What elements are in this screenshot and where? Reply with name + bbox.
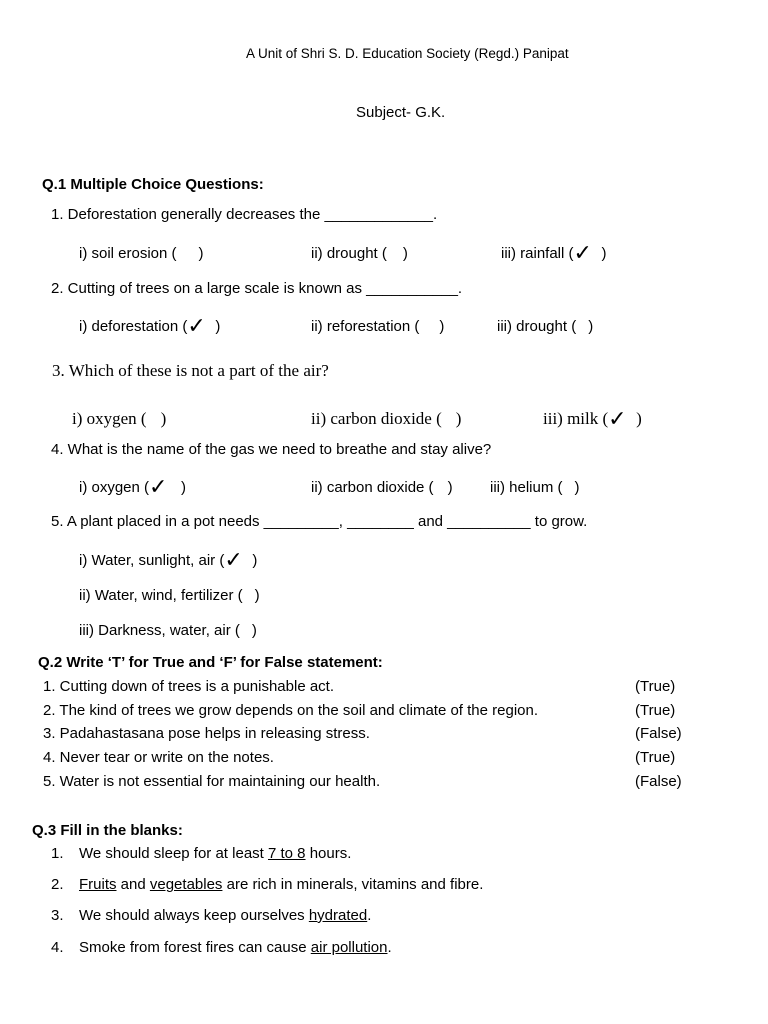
q1-item-2-question: 2. Cutting of trees on a large scale is known as ___________. <box>51 280 463 297</box>
q3-item-2-text: Fruits and vegetables are rich in minerals, vitamins and fibre. <box>79 876 484 893</box>
society-header: A Unit of Shri S. D. Education Society (Regd.) Panipat <box>246 46 569 61</box>
q2-item-4-answer: (True) <box>635 749 676 766</box>
q2-item-2-text: 2. The kind of trees we grow depends on the soil and climate of the region. <box>43 702 539 719</box>
answer-blank: 7 to 8 <box>268 845 306 862</box>
q1-item-5-option-3: iii) Darkness, water, air ( ) <box>79 622 257 639</box>
q1-item-5-question: 5. A plant placed in a pot needs _________, ________ and __________ to grow. <box>51 513 588 530</box>
q2-item-3-answer: (False) <box>635 725 682 742</box>
q1-item-2-option-2: ii) reforestation ( ) <box>311 318 445 335</box>
q3-item-2-number: 2. <box>51 876 64 893</box>
checkmark-icon: ✓ <box>149 475 168 500</box>
q2-item-5-answer: (False) <box>635 773 682 790</box>
q2-title: Q.2 Write ‘T’ for True and ‘F’ for False statement: <box>38 654 383 671</box>
q3-item-3-text: We should always keep ourselves hydrated. <box>79 907 372 924</box>
q2-item-5-text: 5. Water is not essential for maintaining our health. <box>43 773 381 790</box>
q1-item-3-question: 3. Which of these is not a part of the air? <box>52 361 329 380</box>
q2-item-4-text: 4. Never tear or write on the notes. <box>43 749 274 766</box>
q1-item-3-option-1: i) oxygen ( ) <box>72 409 167 428</box>
q2-item-3-text: 3. Padahastasana pose helps in releasing stress. <box>43 725 370 742</box>
answer-blank: hydrated <box>308 907 368 924</box>
checkmark-icon: ✓ <box>187 314 206 339</box>
q3-item-1-number: 1. <box>51 845 64 862</box>
q3-item-1-text: We should sleep for at least 7 to 8 hours. <box>79 845 352 862</box>
q1-item-4-question: 4. What is the name of the gas we need to breathe and stay alive? <box>51 441 492 458</box>
q1-item-5-option-2: ii) Water, wind, fertilizer ( ) <box>79 587 260 604</box>
answer-blank: air pollution <box>310 939 388 956</box>
q1-item-2-option-3: iii) drought ( ) <box>497 318 594 335</box>
q1-item-2-option-1: i) deforestation (✓ ) <box>79 314 221 339</box>
checkmark-icon: ✓ <box>224 548 243 573</box>
checkmark-icon: ✓ <box>573 241 592 266</box>
q2-item-1-text: 1. Cutting down of trees is a punishable act. <box>43 678 335 695</box>
q1-item-3-option-2: ii) carbon dioxide ( ) <box>311 409 462 428</box>
q1-item-4-option-3: iii) helium ( ) <box>490 479 580 496</box>
q1-item-4-option-2: ii) carbon dioxide ( ) <box>311 479 453 496</box>
q2-item-2-answer: (True) <box>635 702 676 719</box>
q1-item-3-option-3: iii) milk (✓ ) <box>543 407 642 432</box>
q1-item-1-option-1: i) soil erosion ( ) <box>79 245 204 262</box>
checkmark-icon: ✓ <box>608 407 627 432</box>
q1-item-1-option-2: ii) drought ( ) <box>311 245 408 262</box>
q1-item-5-option-1: i) Water, sunlight, air (✓ ) <box>79 548 258 573</box>
answer-blank: Fruits <box>79 876 117 893</box>
answer-blank: vegetables <box>149 876 223 893</box>
q2-item-1-answer: (True) <box>635 678 676 695</box>
subject-title: Subject- G.K. <box>356 104 446 121</box>
q1-title: Q.1 Multiple Choice Questions: <box>42 176 264 193</box>
q3-item-4-number: 4. <box>51 939 64 956</box>
q1-item-1-option-3: iii) rainfall (✓ ) <box>501 241 607 266</box>
q3-item-3-number: 3. <box>51 907 64 924</box>
q3-title: Q.3 Fill in the blanks: <box>32 822 183 839</box>
q1-item-1-question: 1. Deforestation generally decreases the _____________. <box>51 206 438 223</box>
q1-item-4-option-1: i) oxygen (✓ ) <box>79 475 187 500</box>
q3-item-4-text: Smoke from forest fires can cause air pollution. <box>79 939 392 956</box>
